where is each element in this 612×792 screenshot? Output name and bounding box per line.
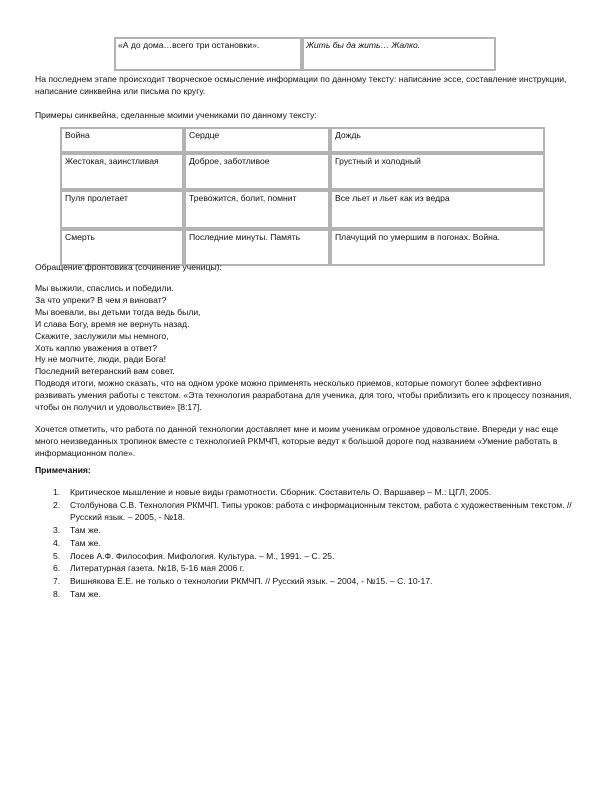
note-number: 1.	[53, 487, 61, 497]
table-cell: Война	[60, 127, 184, 153]
table-cell: Плачущий по умершим в погонах. Война.	[330, 229, 545, 266]
note-number: 4.	[53, 537, 61, 548]
table-cell: Грустный и холодный	[330, 153, 545, 190]
table-row	[114, 37, 496, 71]
poem-line: Мы воевали, вы детьми тогда ведь были,	[35, 306, 201, 317]
paragraph-summary: Подводя итоги, можно сказать, что на одном уроке можно применять несколько приемов, которые помогут более эффективно развивать умения работы с текстом. «Эта технология разработана для ученика, для того, чтобы приблизить его к процессу познания, чтобы он получил и удовольствие» [8:17].	[35, 378, 572, 412]
note-text: Вишнякова Е.Е. не только о технологии РКМЧП. // Русский язык. – 2004, - №15. – С. 10-17.	[70, 576, 433, 587]
paragraph-creative: На последнем этапе происходит творческое осмысление информации по данному тексту: написание эссе, составление инструкции, написание синквейна или письма по кругу.	[35, 74, 567, 96]
list-item	[35, 500, 580, 524]
poem-line: За что упреки? В чем я виноват?	[35, 294, 167, 305]
table-row	[60, 153, 545, 190]
poem-line: Ну не молчите, люди, ради Бога!	[35, 354, 166, 365]
note-text: Критическое мышление и новые виды грамотности. Сборник. Составитель О. Варшавер – М.: ЦГЛ, 2005.	[70, 487, 492, 497]
list-item	[35, 538, 580, 550]
poem-line: Скажите, заслужили мы немного,	[35, 330, 169, 341]
note-text: Столбунова С.В. Технология РКМЧП. Типы уроков: работа с информационным текстом, работа с художественным текстом. // Русский язык. – 2005, - №18.	[70, 499, 572, 522]
poem-line: Хоть каплю уважения в ответ?	[35, 342, 158, 353]
note-text: Литературная газета. №18, 5-16 мая 2006 г.	[70, 563, 245, 574]
list-item	[35, 576, 580, 588]
paragraph-examples: Примеры синквейна, сделанные моими учениками по данному тексту:	[35, 110, 317, 120]
table-cell: Доброе, заботливое	[184, 153, 330, 190]
note-text: Там же.	[70, 524, 101, 535]
quote-table	[114, 37, 496, 71]
list-item	[35, 525, 580, 537]
table-cell: Смерть	[60, 229, 184, 266]
table-row	[60, 229, 545, 266]
paragraph-conclusion: Хочется отметить, что работа по данной технологии доставляет мне и моим ученикам огромное удовольствие. Впереди у нас еще много неизведанных тропинок вместе с технологией РКМЧП, которые ведут к большой дороге под названием «Умение работать в информационном поле».	[35, 424, 559, 458]
note-number: 2.	[53, 499, 61, 510]
table-cell: Сердце	[184, 127, 330, 153]
list-item	[35, 487, 580, 499]
table-cell: Дождь	[330, 127, 545, 153]
poem-heading: Обращение фронтовика (сочинение ученицы):	[35, 262, 222, 272]
list-item	[35, 589, 580, 601]
quote-cell-left: «А до дома…всего три остановки».	[114, 37, 302, 71]
notes-title: Примечания:	[35, 465, 91, 475]
note-number: 3.	[53, 524, 61, 535]
table-cell: Тревожится, болит, помнит	[184, 190, 330, 229]
table-row	[60, 190, 545, 229]
notes-list	[35, 487, 580, 602]
poem	[35, 283, 575, 378]
poem-line: Последний ветеранский вам совет.	[35, 366, 175, 377]
poem-line: Мы выжили, спаслись и победили.	[35, 283, 174, 293]
table-cell: Жестокая, заинстливая	[60, 153, 184, 190]
quote-cell-right: Жить бы да жить… Жалко.	[302, 37, 496, 71]
note-text: Там же.	[70, 589, 101, 600]
sinkwine-table	[60, 127, 545, 266]
table-cell: Пуля пролетает	[60, 190, 184, 229]
note-text: Там же.	[70, 537, 101, 548]
list-item	[35, 563, 580, 575]
table-cell: Все льет и льет как из ведра	[330, 190, 545, 229]
table-row	[60, 127, 545, 153]
table-cell: Последние минуты. Память	[184, 229, 330, 266]
list-item	[35, 551, 580, 563]
note-number: 6.	[53, 563, 61, 574]
note-number: 7.	[53, 576, 61, 587]
note-text: Лосев А.Ф. Философия. Мифология. Культура. – М., 1991. – С. 25.	[70, 550, 335, 561]
poem-line: И слава Богу, время не вернуть назад.	[35, 318, 190, 329]
note-number: 5.	[53, 550, 61, 561]
note-number: 8.	[53, 589, 61, 600]
